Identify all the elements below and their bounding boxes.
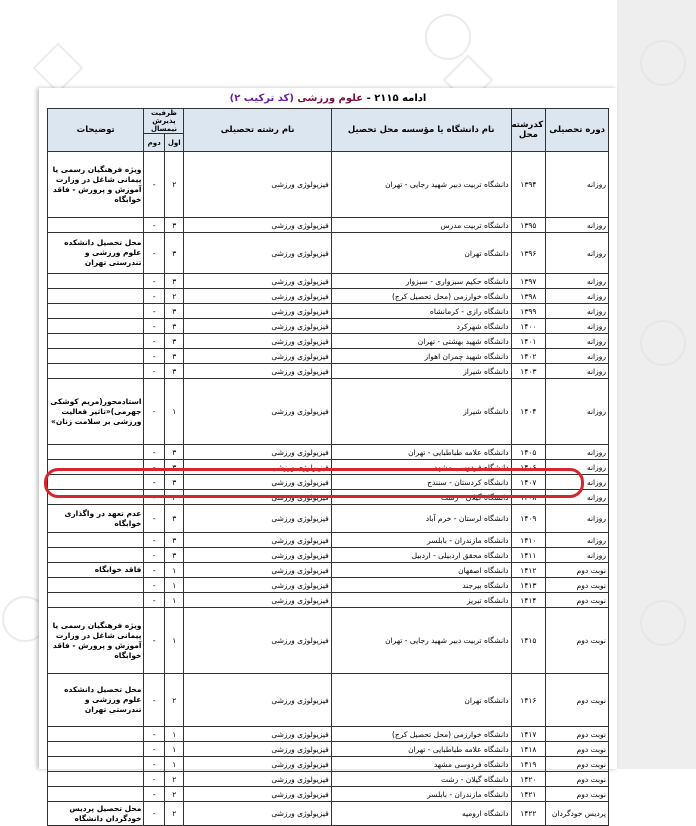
row-period: روزانه xyxy=(546,152,609,218)
header-second: دوم xyxy=(144,134,165,152)
row-period: نوبت دوم xyxy=(546,727,609,742)
row-field: فیزیولوژی ورزشی xyxy=(184,349,331,364)
table-row xyxy=(48,218,609,233)
row-period: روزانه xyxy=(546,505,609,533)
table-row xyxy=(48,349,609,364)
row-university: دانشگاه تهران xyxy=(331,233,511,274)
row-notes xyxy=(48,274,144,289)
row-university: دانشگاه کردستان - سنندج xyxy=(331,475,511,490)
row-code: ۱۴۱۸ xyxy=(511,742,546,757)
title-combo: (کد ترکیب ۲) xyxy=(229,93,294,104)
table-row xyxy=(48,289,609,304)
row-university: دانشگاه فردوسی مشهد xyxy=(331,757,511,772)
row-field: فیزیولوژی ورزشی xyxy=(184,787,331,802)
row-notes xyxy=(48,445,144,460)
header-period: دوره تحصیلی xyxy=(546,109,609,152)
row-university: دانشگاه خوارزمی (محل تحصیل کرج) xyxy=(331,727,511,742)
row-code: ۱۳۹۹ xyxy=(511,304,546,319)
row-code: ۱۴۰۸ xyxy=(511,490,546,505)
row-field: فیزیولوژی ورزشی xyxy=(184,319,331,334)
row-capacity-second: - xyxy=(144,548,165,563)
row-capacity-second: - xyxy=(144,772,165,787)
row-capacity-first: ۲ xyxy=(165,152,184,218)
row-capacity-first: ۳ xyxy=(165,460,184,475)
row-capacity-first: ۳ xyxy=(165,475,184,490)
row-capacity-first: ۲ xyxy=(165,787,184,802)
row-capacity-second: - xyxy=(144,563,165,578)
table-row xyxy=(48,593,609,608)
row-code: ۱۴۰۲ xyxy=(511,349,546,364)
row-field: فیزیولوژی ورزشی xyxy=(184,334,331,349)
table-row xyxy=(48,802,609,826)
row-field: فیزیولوژی ورزشی xyxy=(184,490,331,505)
header-university: نام دانشگاه یا مؤسسه محل تحصیل xyxy=(331,109,511,152)
row-code: ۱۴۱۱ xyxy=(511,548,546,563)
table-row xyxy=(48,152,609,218)
row-notes xyxy=(48,218,144,233)
row-notes xyxy=(48,319,144,334)
row-field: فیزیولوژی ورزشی xyxy=(184,772,331,787)
row-code: ۱۴۰۶ xyxy=(511,460,546,475)
table-row xyxy=(48,757,609,772)
table-row xyxy=(48,364,609,379)
table-row xyxy=(48,233,609,274)
table-row xyxy=(48,727,609,742)
row-notes xyxy=(48,364,144,379)
table-row xyxy=(48,379,609,445)
header-capacity: ظرفیت پذیرش نیمسال xyxy=(144,109,184,134)
row-university: دانشگاه شهید چمران اهواز xyxy=(331,349,511,364)
row-capacity-first: ۳ xyxy=(165,274,184,289)
row-notes xyxy=(48,787,144,802)
page-title xyxy=(47,90,609,108)
row-period: روزانه xyxy=(546,274,609,289)
row-university: دانشگاه تبریز xyxy=(331,593,511,608)
row-capacity-first: ۳ xyxy=(165,533,184,548)
row-period: روزانه xyxy=(546,289,609,304)
row-capacity-second: - xyxy=(144,233,165,274)
row-code: ۱۴۱۰ xyxy=(511,533,546,548)
row-field: فیزیولوژی ورزشی xyxy=(184,460,331,475)
row-period: پردیس خودگردان xyxy=(546,802,609,826)
row-capacity-first: ۳ xyxy=(165,445,184,460)
row-capacity-second: - xyxy=(144,742,165,757)
row-period: روزانه xyxy=(546,475,609,490)
header-notes: توضیحات xyxy=(48,109,144,152)
row-field: فیزیولوژی ورزشی xyxy=(184,505,331,533)
table-row xyxy=(48,490,609,505)
background-panel xyxy=(617,0,696,769)
row-capacity-second: - xyxy=(144,152,165,218)
table-row xyxy=(48,304,609,319)
header-code: کدرشته محل xyxy=(511,109,546,152)
row-capacity-first: ۲ xyxy=(165,674,184,727)
row-capacity-first: ۲ xyxy=(165,289,184,304)
row-university: دانشگاه شهید بهشتی - تهران xyxy=(331,334,511,349)
row-notes xyxy=(48,757,144,772)
row-university: دانشگاه مازندران - بابلسر xyxy=(331,787,511,802)
row-code: ۱۴۰۴ xyxy=(511,379,546,445)
row-field: فیزیولوژی ورزشی xyxy=(184,475,331,490)
row-university: دانشگاه مازندران - بابلسر xyxy=(331,533,511,548)
row-capacity-first: ۱ xyxy=(165,742,184,757)
row-notes: ویژه فرهنگیان رسمی یا پیمانی شاغل در وزارت آموزش و پرورش - فاقد خوابگاه xyxy=(48,608,144,674)
row-capacity-second: - xyxy=(144,593,165,608)
row-capacity-second: - xyxy=(144,304,165,319)
row-period: روزانه xyxy=(546,218,609,233)
row-capacity-first: ۳ xyxy=(165,304,184,319)
row-period: نوبت دوم xyxy=(546,674,609,727)
title-continuation: ادامه ۲۱۱۵ - xyxy=(366,93,427,104)
row-capacity-second: - xyxy=(144,578,165,593)
row-period: روزانه xyxy=(546,334,609,349)
row-field: فیزیولوژی ورزشی xyxy=(184,152,331,218)
row-period: نوبت دوم xyxy=(546,742,609,757)
document-page xyxy=(39,88,617,823)
row-capacity-first: ۱ xyxy=(165,727,184,742)
row-field: فیزیولوژی ورزشی xyxy=(184,548,331,563)
row-period: روزانه xyxy=(546,490,609,505)
row-capacity-first: ۳ xyxy=(165,490,184,505)
row-university: دانشگاه تهران xyxy=(331,674,511,727)
row-code: ۱۴۱۲ xyxy=(511,563,546,578)
row-field: فیزیولوژی ورزشی xyxy=(184,593,331,608)
row-period: نوبت دوم xyxy=(546,563,609,578)
table-row xyxy=(48,563,609,578)
row-notes xyxy=(48,460,144,475)
row-code: ۱۳۹۵ xyxy=(511,218,546,233)
row-capacity-second: - xyxy=(144,674,165,727)
row-notes xyxy=(48,289,144,304)
row-university: دانشگاه اصفهان xyxy=(331,563,511,578)
table-row xyxy=(48,578,609,593)
row-notes: فاقد خوابگاه xyxy=(48,563,144,578)
row-field: فیزیولوژی ورزشی xyxy=(184,533,331,548)
table-row xyxy=(48,460,609,475)
row-capacity-first: ۱ xyxy=(165,578,184,593)
row-university: دانشگاه شیراز xyxy=(331,364,511,379)
row-university: دانشگاه علامه طباطبایی - تهران xyxy=(331,742,511,757)
row-code: ۱۴۲۱ xyxy=(511,787,546,802)
row-period: روزانه xyxy=(546,304,609,319)
table-row xyxy=(48,533,609,548)
row-notes xyxy=(48,742,144,757)
row-period: روزانه xyxy=(546,379,609,445)
row-code: ۱۴۰۹ xyxy=(511,505,546,533)
row-university: دانشگاه حکیم سبزواری - سبزوار xyxy=(331,274,511,289)
row-notes xyxy=(48,593,144,608)
row-code: ۱۴۱۷ xyxy=(511,727,546,742)
table-row xyxy=(48,548,609,563)
watermark-logo-icon xyxy=(640,600,686,646)
row-field: فیزیولوژی ورزشی xyxy=(184,674,331,727)
row-capacity-second: - xyxy=(144,218,165,233)
row-notes: عدم تعهد در واگذاری خوابگاه xyxy=(48,505,144,533)
row-period: روزانه xyxy=(546,460,609,475)
row-code: ۱۳۹۴ xyxy=(511,152,546,218)
row-period: روزانه xyxy=(546,319,609,334)
row-code: ۱۳۹۷ xyxy=(511,274,546,289)
row-notes xyxy=(48,475,144,490)
row-period: نوبت دوم xyxy=(546,772,609,787)
row-capacity-second: - xyxy=(144,608,165,674)
row-capacity-second: - xyxy=(144,349,165,364)
row-notes xyxy=(48,349,144,364)
admission-table xyxy=(47,108,609,826)
row-capacity-first: ۳ xyxy=(165,218,184,233)
row-code: ۱۴۱۳ xyxy=(511,578,546,593)
row-period: نوبت دوم xyxy=(546,787,609,802)
row-university: دانشگاه فردوسی مشهد xyxy=(331,460,511,475)
row-capacity-second: - xyxy=(144,445,165,460)
row-notes xyxy=(48,334,144,349)
row-field: فیزیولوژی ورزشی xyxy=(184,608,331,674)
row-notes: ویژه فرهنگیان رسمی یا پیمانی شاغل در وزارت آموزش و پرورش - فاقد خوابگاه xyxy=(48,152,144,218)
row-capacity-first: ۱ xyxy=(165,757,184,772)
row-capacity-second: - xyxy=(144,787,165,802)
row-code: ۱۳۹۸ xyxy=(511,289,546,304)
row-university: دانشگاه شهرکرد xyxy=(331,319,511,334)
table-row xyxy=(48,475,609,490)
row-notes xyxy=(48,548,144,563)
row-code: ۱۴۱۹ xyxy=(511,757,546,772)
row-notes xyxy=(48,490,144,505)
row-period: نوبت دوم xyxy=(546,578,609,593)
row-capacity-second: - xyxy=(144,460,165,475)
watermark-pattern-icon xyxy=(33,43,84,94)
row-capacity-second: - xyxy=(144,364,165,379)
row-capacity-first: ۲ xyxy=(165,802,184,826)
row-code: ۱۴۰۷ xyxy=(511,475,546,490)
row-code: ۱۳۹۶ xyxy=(511,233,546,274)
row-notes xyxy=(48,727,144,742)
row-capacity-second: - xyxy=(144,289,165,304)
table-row xyxy=(48,445,609,460)
header-field: نام رشته تحصیلی xyxy=(184,109,331,152)
row-capacity-second: - xyxy=(144,334,165,349)
row-code: ۱۴۱۵ xyxy=(511,608,546,674)
row-university: دانشگاه رازی - کرمانشاه xyxy=(331,304,511,319)
row-code: ۱۴۰۳ xyxy=(511,364,546,379)
row-period: نوبت دوم xyxy=(546,757,609,772)
row-capacity-second: - xyxy=(144,319,165,334)
row-field: فیزیولوژی ورزشی xyxy=(184,445,331,460)
row-field: فیزیولوژی ورزشی xyxy=(184,289,331,304)
row-field: فیزیولوژی ورزشی xyxy=(184,742,331,757)
row-university: دانشگاه لرستان - خرم آباد xyxy=(331,505,511,533)
row-university: دانشگاه محقق اردبیلی - اردبیل xyxy=(331,548,511,563)
row-period: روزانه xyxy=(546,548,609,563)
watermark-logo-icon xyxy=(640,320,686,366)
row-field: فیزیولوژی ورزشی xyxy=(184,802,331,826)
row-field: فیزیولوژی ورزشی xyxy=(184,233,331,274)
table-row xyxy=(48,608,609,674)
row-university: دانشگاه تربیت دبیر شهید رجایی - تهران xyxy=(331,608,511,674)
row-code: ۱۴۲۰ xyxy=(511,772,546,787)
row-period: روزانه xyxy=(546,233,609,274)
row-capacity-first: ۳ xyxy=(165,349,184,364)
header-first: اول xyxy=(165,134,184,152)
row-notes xyxy=(48,578,144,593)
row-capacity-second: - xyxy=(144,274,165,289)
row-notes: استادمحور(مریم کوشکی جهرمی)«تاثیر فعالیت ورزشی بر سلامت زنان» xyxy=(48,379,144,445)
row-notes xyxy=(48,533,144,548)
row-capacity-second: - xyxy=(144,490,165,505)
row-university: دانشگاه تربیت مدرس xyxy=(331,218,511,233)
row-capacity-first: ۱ xyxy=(165,593,184,608)
row-capacity-second: - xyxy=(144,533,165,548)
row-period: روزانه xyxy=(546,533,609,548)
title-field: علوم ورزشی xyxy=(297,93,364,104)
row-university: دانشگاه گیلان - رشت xyxy=(331,490,511,505)
row-capacity-first: ۱ xyxy=(165,379,184,445)
table-row xyxy=(48,505,609,533)
row-code: ۱۴۲۲ xyxy=(511,802,546,826)
row-field: فیزیولوژی ورزشی xyxy=(184,218,331,233)
row-university: دانشگاه گیلان - رشت xyxy=(331,772,511,787)
row-capacity-first: ۱ xyxy=(165,608,184,674)
row-notes xyxy=(48,304,144,319)
watermark-logo-icon xyxy=(425,14,471,60)
row-period: روزانه xyxy=(546,364,609,379)
row-field: فیزیولوژی ورزشی xyxy=(184,757,331,772)
row-university: دانشگاه تربیت دبیر شهید رجایی - تهران xyxy=(331,152,511,218)
row-notes: محل تحصیل دانشکده علوم ورزشی و تندرستی تهران xyxy=(48,233,144,274)
table-row xyxy=(48,334,609,349)
row-capacity-first: ۳ xyxy=(165,505,184,533)
row-code: ۱۴۰۰ xyxy=(511,319,546,334)
row-university: دانشگاه شیراز xyxy=(331,379,511,445)
row-notes: محل تحصیل دانشکده علوم ورزشی و تندرستی تهران xyxy=(48,674,144,727)
table-row xyxy=(48,319,609,334)
row-university: دانشگاه بیرجند xyxy=(331,578,511,593)
row-capacity-first: ۱ xyxy=(165,563,184,578)
table-row xyxy=(48,274,609,289)
row-capacity-second: - xyxy=(144,802,165,826)
row-capacity-second: - xyxy=(144,475,165,490)
row-capacity-second: - xyxy=(144,727,165,742)
row-field: فیزیولوژی ورزشی xyxy=(184,379,331,445)
row-university: دانشگاه علامه طباطبایی - تهران xyxy=(331,445,511,460)
row-field: فیزیولوژی ورزشی xyxy=(184,578,331,593)
row-university: دانشگاه ارومیه xyxy=(331,802,511,826)
row-period: نوبت دوم xyxy=(546,608,609,674)
row-code: ۱۴۱۶ xyxy=(511,674,546,727)
table-row xyxy=(48,674,609,727)
row-period: نوبت دوم xyxy=(546,593,609,608)
row-capacity-first: ۳ xyxy=(165,548,184,563)
row-field: فیزیولوژی ورزشی xyxy=(184,304,331,319)
row-period: روزانه xyxy=(546,445,609,460)
row-capacity-first: ۳ xyxy=(165,233,184,274)
row-code: ۱۴۰۵ xyxy=(511,445,546,460)
table-row xyxy=(48,742,609,757)
row-period: روزانه xyxy=(546,349,609,364)
row-notes xyxy=(48,772,144,787)
table-body xyxy=(48,152,609,826)
row-notes: محل تحصیل پردیس خودگردان دانشگاه xyxy=(48,802,144,826)
row-code: ۱۴۰۱ xyxy=(511,334,546,349)
row-field: فیزیولوژی ورزشی xyxy=(184,364,331,379)
table-row xyxy=(48,772,609,787)
row-capacity-second: - xyxy=(144,757,165,772)
row-capacity-first: ۲ xyxy=(165,772,184,787)
row-capacity-first: ۳ xyxy=(165,334,184,349)
row-code: ۱۴۱۴ xyxy=(511,593,546,608)
row-university: دانشگاه خوارزمی (محل تحصیل کرج) xyxy=(331,289,511,304)
watermark-logo-icon xyxy=(640,40,686,86)
row-field: فیزیولوژی ورزشی xyxy=(184,563,331,578)
row-capacity-second: - xyxy=(144,505,165,533)
table-row xyxy=(48,787,609,802)
row-field: فیزیولوژی ورزشی xyxy=(184,727,331,742)
row-capacity-first: ۳ xyxy=(165,319,184,334)
row-field: فیزیولوژی ورزشی xyxy=(184,274,331,289)
row-capacity-first: ۳ xyxy=(165,364,184,379)
row-capacity-second: - xyxy=(144,379,165,445)
